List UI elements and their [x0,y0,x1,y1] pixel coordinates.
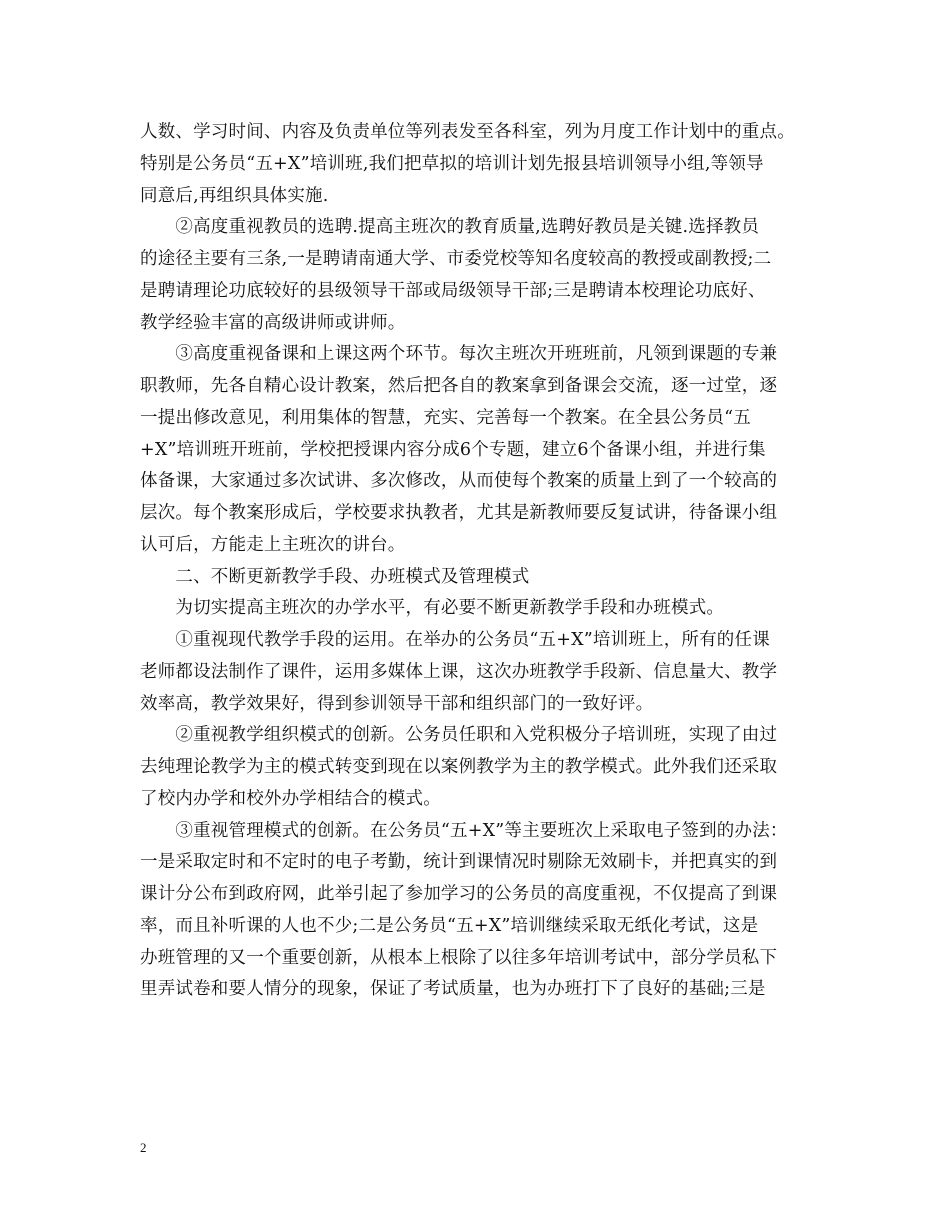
page-number: 2 [140,1140,147,1155]
text-line: 效率高，教学效果好，得到参训领导干部和组织部门的一致好评。 [140,693,654,714]
text-line: 特别是公务员“五+X”培训班,我们把草拟的培训计划先报县培训领导小组,等领导 [140,153,764,174]
text-line: 同意后,再组织具体实施. [140,185,329,206]
text-line: 里弄试卷和要人情分的现象，保证了考试质量，也为办班打下了良好的基础;三是 [140,979,766,1000]
section-heading: 二、不断更新教学手段、办班模式及管理模式 [140,566,530,587]
text-line: 为切实提高主班次的办学水平，有必要不断更新教学手段和办班模式。 [140,598,725,619]
text-line: ②高度重视教员的选聘.提高主班次的教育质量,选聘好教员是关键.选择教员 [140,217,760,238]
text-line: 认可后，方能走上主班次的讲台。 [140,534,406,555]
text-line: +X”培训班开班前，学校把授课内容分成6个专题，建立6个备课小组，并进行集 [140,439,766,460]
text-line: 教学经验丰富的高级讲师或讲师。 [140,312,406,333]
text-line: ③高度重视备课和上课这两个环节。每次主班次开班班前，凡领到课题的专兼 [140,344,778,365]
text-line: ①重视现代教学手段的运用。在举办的公务员“五+X”培训班上，所有的任课 [140,630,770,650]
text-line: ③重视管理模式的创新。在公务员“五+X”等主要班次上采取电子签到的办法： [140,820,788,841]
text-line: 率，而且补听课的人也不少;二是公务员“五+X”培训继续采取无纸化考试，这是 [140,915,759,936]
text-line: 课计分公布到政府网，此举引起了参加学习的公务员的高度重视，不仅提高了到课 [140,884,778,904]
text-line: 一提出修改意见，利用集体的智慧，充实、完善每一个教案。在全县公务员“五 [140,407,751,428]
text-line: 老师都设法制作了课件，运用多媒体上课，这次办班教学手段新、信息量大、教学 [140,661,778,682]
text-line: 的途径主要有三条,一是聘请南通大学、市委党校等知名度较高的教授或副教授;二 [140,249,772,269]
text-line: 人数、学习时间、内容及负责单位等列表发至各科室，列为月度工作计划中的重点。 [140,122,795,142]
text-line: 一是采取定时和不定时的电子考勤，统计到课情况时剔除无效刷卡，并把真实的到 [140,852,778,873]
text-line: 是聘请理论功底较好的县级领导干部或局级领导干部;三是聘请本校理论功底好、 [140,280,766,301]
text-line: 去纯理论教学为主的模式转变到现在以案例教学为主的教学模式。此外我们还采取 [140,757,778,777]
text-line: ②重视教学组织模式的创新。公务员任职和入党积极分子培训班，实现了由过 [140,725,778,746]
body-text [140,117,820,1006]
text-line: 职教师，先各自精心设计教案，然后把各自的教案拿到备课会交流，逐一过堂，逐 [140,376,778,396]
text-line: 了校内办学和校外办学相结合的模式。 [140,788,441,809]
text-line: 办班管理的又一个重要创新，从根本上根除了以往多年培训考试中，部分学员私下 [140,947,778,968]
text-line: 层次。每个教案形成后，学校要求执教者，尤其是新教师要反复试讲，待备课小组 [140,503,778,523]
text-line: 体备课，大家通过多次试讲、多次修改，从而使每个教案的质量上到了一个较高的 [140,471,778,492]
